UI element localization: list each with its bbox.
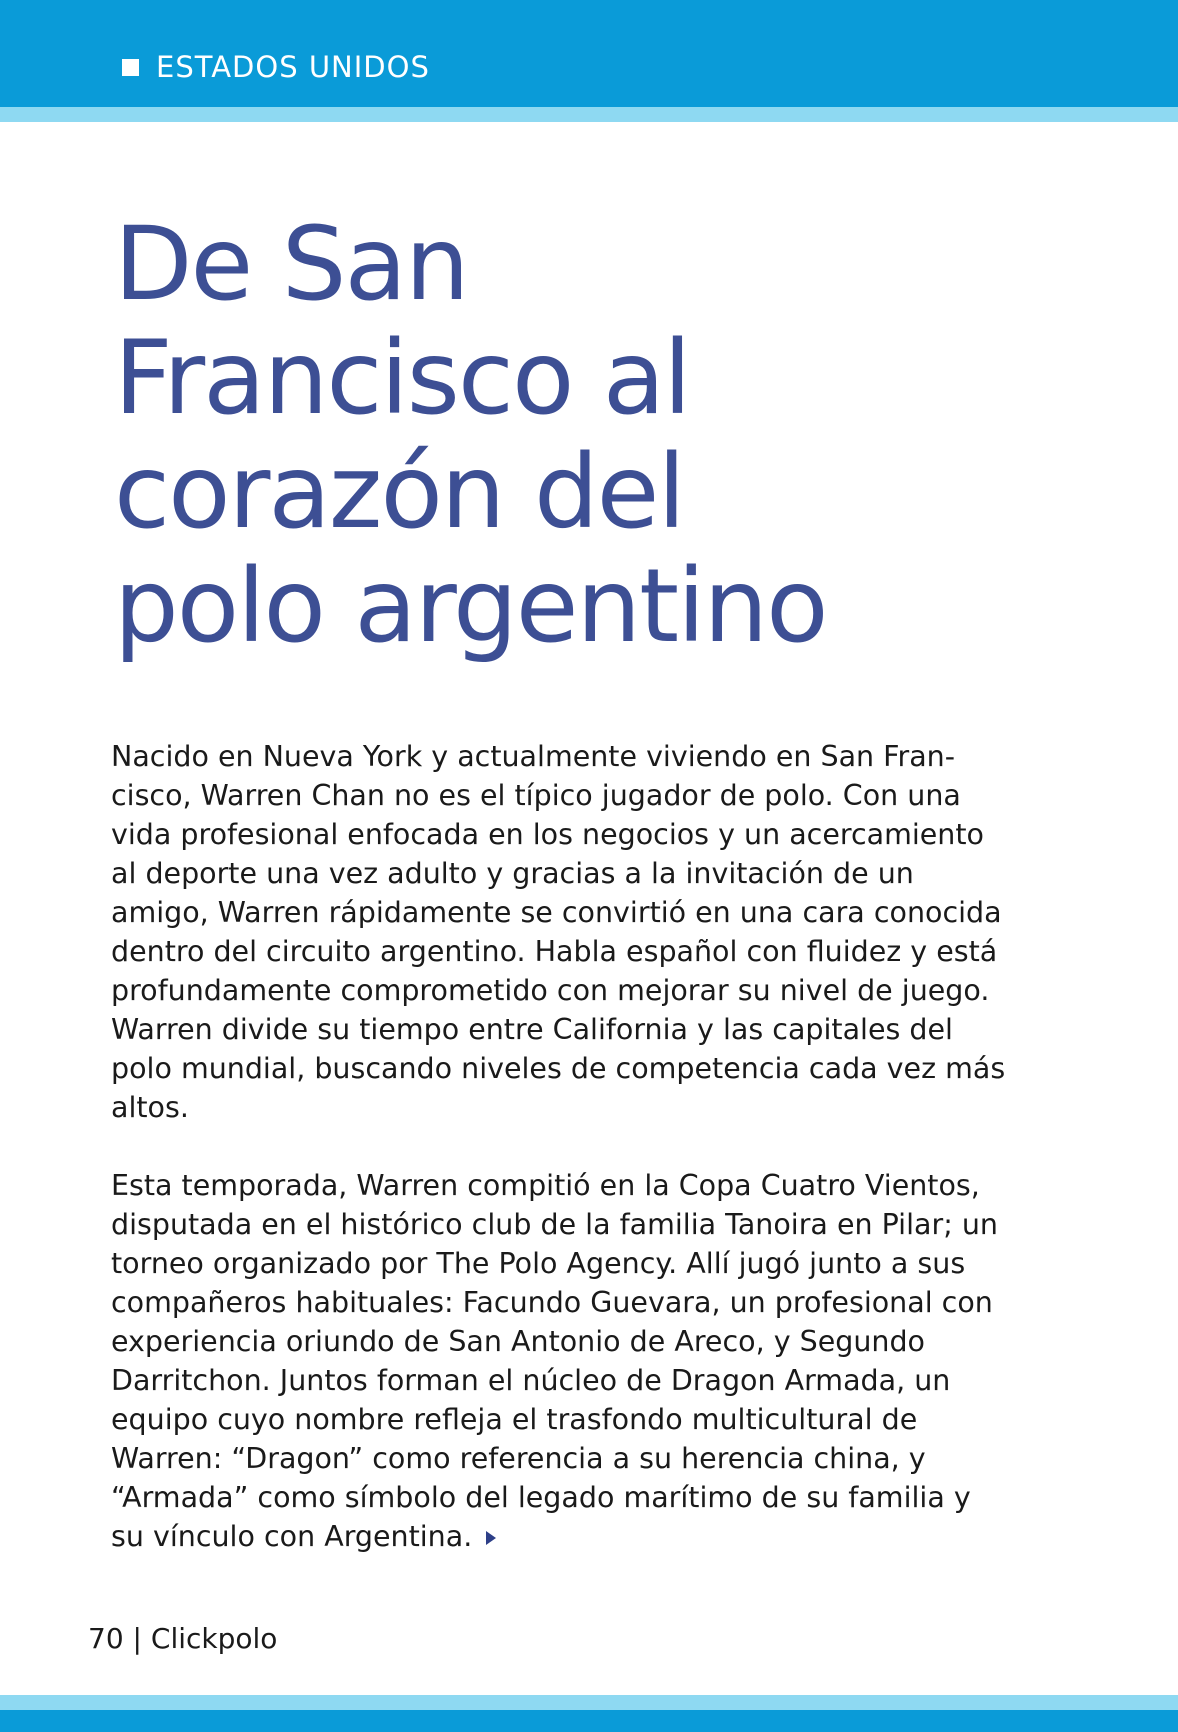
body-line: altos.: [111, 1091, 189, 1124]
headline-line: polo argentino: [114, 547, 827, 666]
body-line: “Armada” como símbolo del legado marítimo de su familia y: [111, 1481, 971, 1514]
page-number: 70: [88, 1622, 124, 1655]
section-label: [122, 50, 430, 84]
article-headline: [114, 205, 1114, 666]
header-stripe: [0, 107, 1178, 122]
body-line: Nacido en Nueva York y actualmente viviendo en San Fran-: [111, 740, 956, 773]
publication-name: Clickpolo: [150, 1622, 278, 1655]
square-icon: [122, 59, 139, 76]
body-line: Warren: “Dragon” como referencia a su herencia china, y: [111, 1442, 926, 1475]
body-line: Warren divide su tiempo entre California y las capitales del: [111, 1013, 953, 1046]
headline-line: corazón del: [114, 433, 684, 552]
page-footer: [88, 1622, 277, 1655]
body-line-text: su vínculo con Argentina.: [111, 1520, 473, 1553]
body-line: cisco, Warren Chan no es el típico jugador de polo. Con una: [111, 779, 961, 812]
footer-stripe: [0, 1695, 1178, 1710]
paragraph-2: [111, 1166, 1071, 1556]
body-line: compañeros habituales: Facundo Guevara, un profesional con: [111, 1286, 993, 1319]
headline-line: De San: [114, 205, 468, 324]
section-label-text: ESTADOS UNIDOS: [156, 50, 430, 84]
body-line: Esta temporada, Warren compitió en la Copa Cuatro Vientos,: [111, 1169, 980, 1202]
headline-line: Francisco al: [114, 319, 690, 438]
body-line: profundamente comprometido con mejorar su nivel de juego.: [111, 974, 990, 1007]
body-line: torneo organizado por The Polo Agency. Allí jugó junto a sus: [111, 1247, 966, 1280]
body-line: equipo cuyo nombre refleja el trasfondo multicultural de: [111, 1403, 918, 1436]
body-line: dentro del circuito argentino. Habla español con fluidez y está: [111, 935, 998, 968]
paragraph-1: [111, 737, 1071, 1127]
body-line: disputada en el histórico club de la familia Tanoira en Pilar; un: [111, 1208, 998, 1241]
body-line: amigo, Warren rápidamente se convirtió en una cara conocida: [111, 896, 1002, 929]
body-line: Darritchon. Juntos forman el núcleo de Dragon Armada, un: [111, 1364, 951, 1397]
footer-separator: |: [132, 1622, 142, 1655]
body-line: experiencia oriundo de San Antonio de Areco, y Segundo: [111, 1325, 925, 1358]
body-line: vida profesional enfocada en los negocios y un acercamiento: [111, 818, 984, 851]
body-line: al deporte una vez adulto y gracias a la invitación de un: [111, 857, 914, 890]
article-body: [111, 737, 1071, 1556]
body-line-last: [111, 1517, 1071, 1556]
triangle-right-icon: [486, 1531, 496, 1545]
body-line: polo mundial, buscando niveles de competencia cada vez más: [111, 1052, 1006, 1085]
footer-band: [0, 1710, 1178, 1732]
